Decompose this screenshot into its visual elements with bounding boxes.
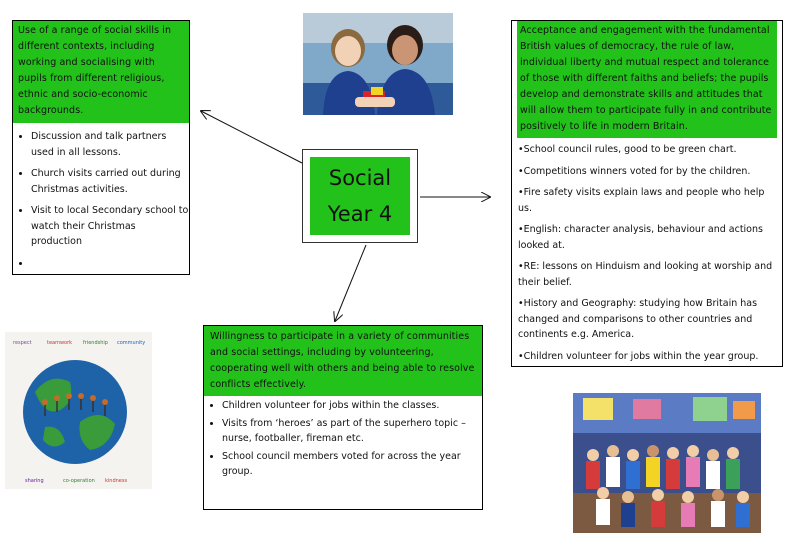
poster-word: sharing: [25, 478, 44, 484]
list-item: • Children volunteer for jobs within the classes.: [222, 398, 482, 414]
center-title: Social: [328, 166, 392, 190]
list-item: • Visits from ‘heroes’ as part of the superhero topic – nurse, footballer, fireman etc.: [222, 416, 482, 447]
poster-word: teamwork: [47, 340, 73, 346]
list-item: •Competitions winners voted for by the children.: [518, 165, 751, 177]
list-item: •History and Geography: studying how Britain has changed and comparisons to other countries and continents e.g. America.: [518, 298, 758, 340]
list-item: •Fire safety visits explain laws and people who help us.: [518, 187, 765, 214]
poster-word: co-operation: [63, 478, 95, 484]
poster-word: respect: [13, 340, 32, 346]
poster-word: friendship: [83, 340, 108, 346]
list-item: •RE: lessons on Hinduism and looking at worship and their belief.: [518, 261, 773, 288]
list-item: •School council rules, good to be green chart.: [518, 144, 737, 155]
poster-word: community: [117, 340, 146, 346]
list-item: • Visit to local Secondary school to watch their Christmas production: [31, 203, 189, 250]
list-item: • Discussion and talk partners used in all lessons.: [31, 129, 189, 160]
british-values-header: Acceptance and engagement with the fundamental British values of democracy, the rule of law, individual liberty and mutual respect and tolerance of those with different faiths and beliefs; the pupils develop and demonstrate skills and attitudes that will allow them to participate fully in and contribute positively to life in modern Britain.: [517, 21, 777, 138]
list-item: • Church visits carried out during Christmas activities.: [31, 166, 189, 197]
participation-header: Willingness to participate in a variety of communities and social settings, including by volunteering, cooperating well with others and being able to resolve conflicts effectively.: [204, 326, 482, 396]
social-skills-header: Use of a range of social skills in different contexts, including working and socialising with pupils from different religious, ethnic and socio-economic backgrounds.: [13, 21, 189, 123]
list-item: •Children volunteer for jobs within the year group.: [518, 350, 759, 362]
list-item: • School council members voted for across the year group.: [222, 449, 482, 480]
poster-word: kindness: [105, 478, 128, 484]
center-subtitle: Year 4: [327, 202, 393, 226]
list-item: •English: character analysis, behaviour and actions looked at.: [518, 224, 763, 251]
